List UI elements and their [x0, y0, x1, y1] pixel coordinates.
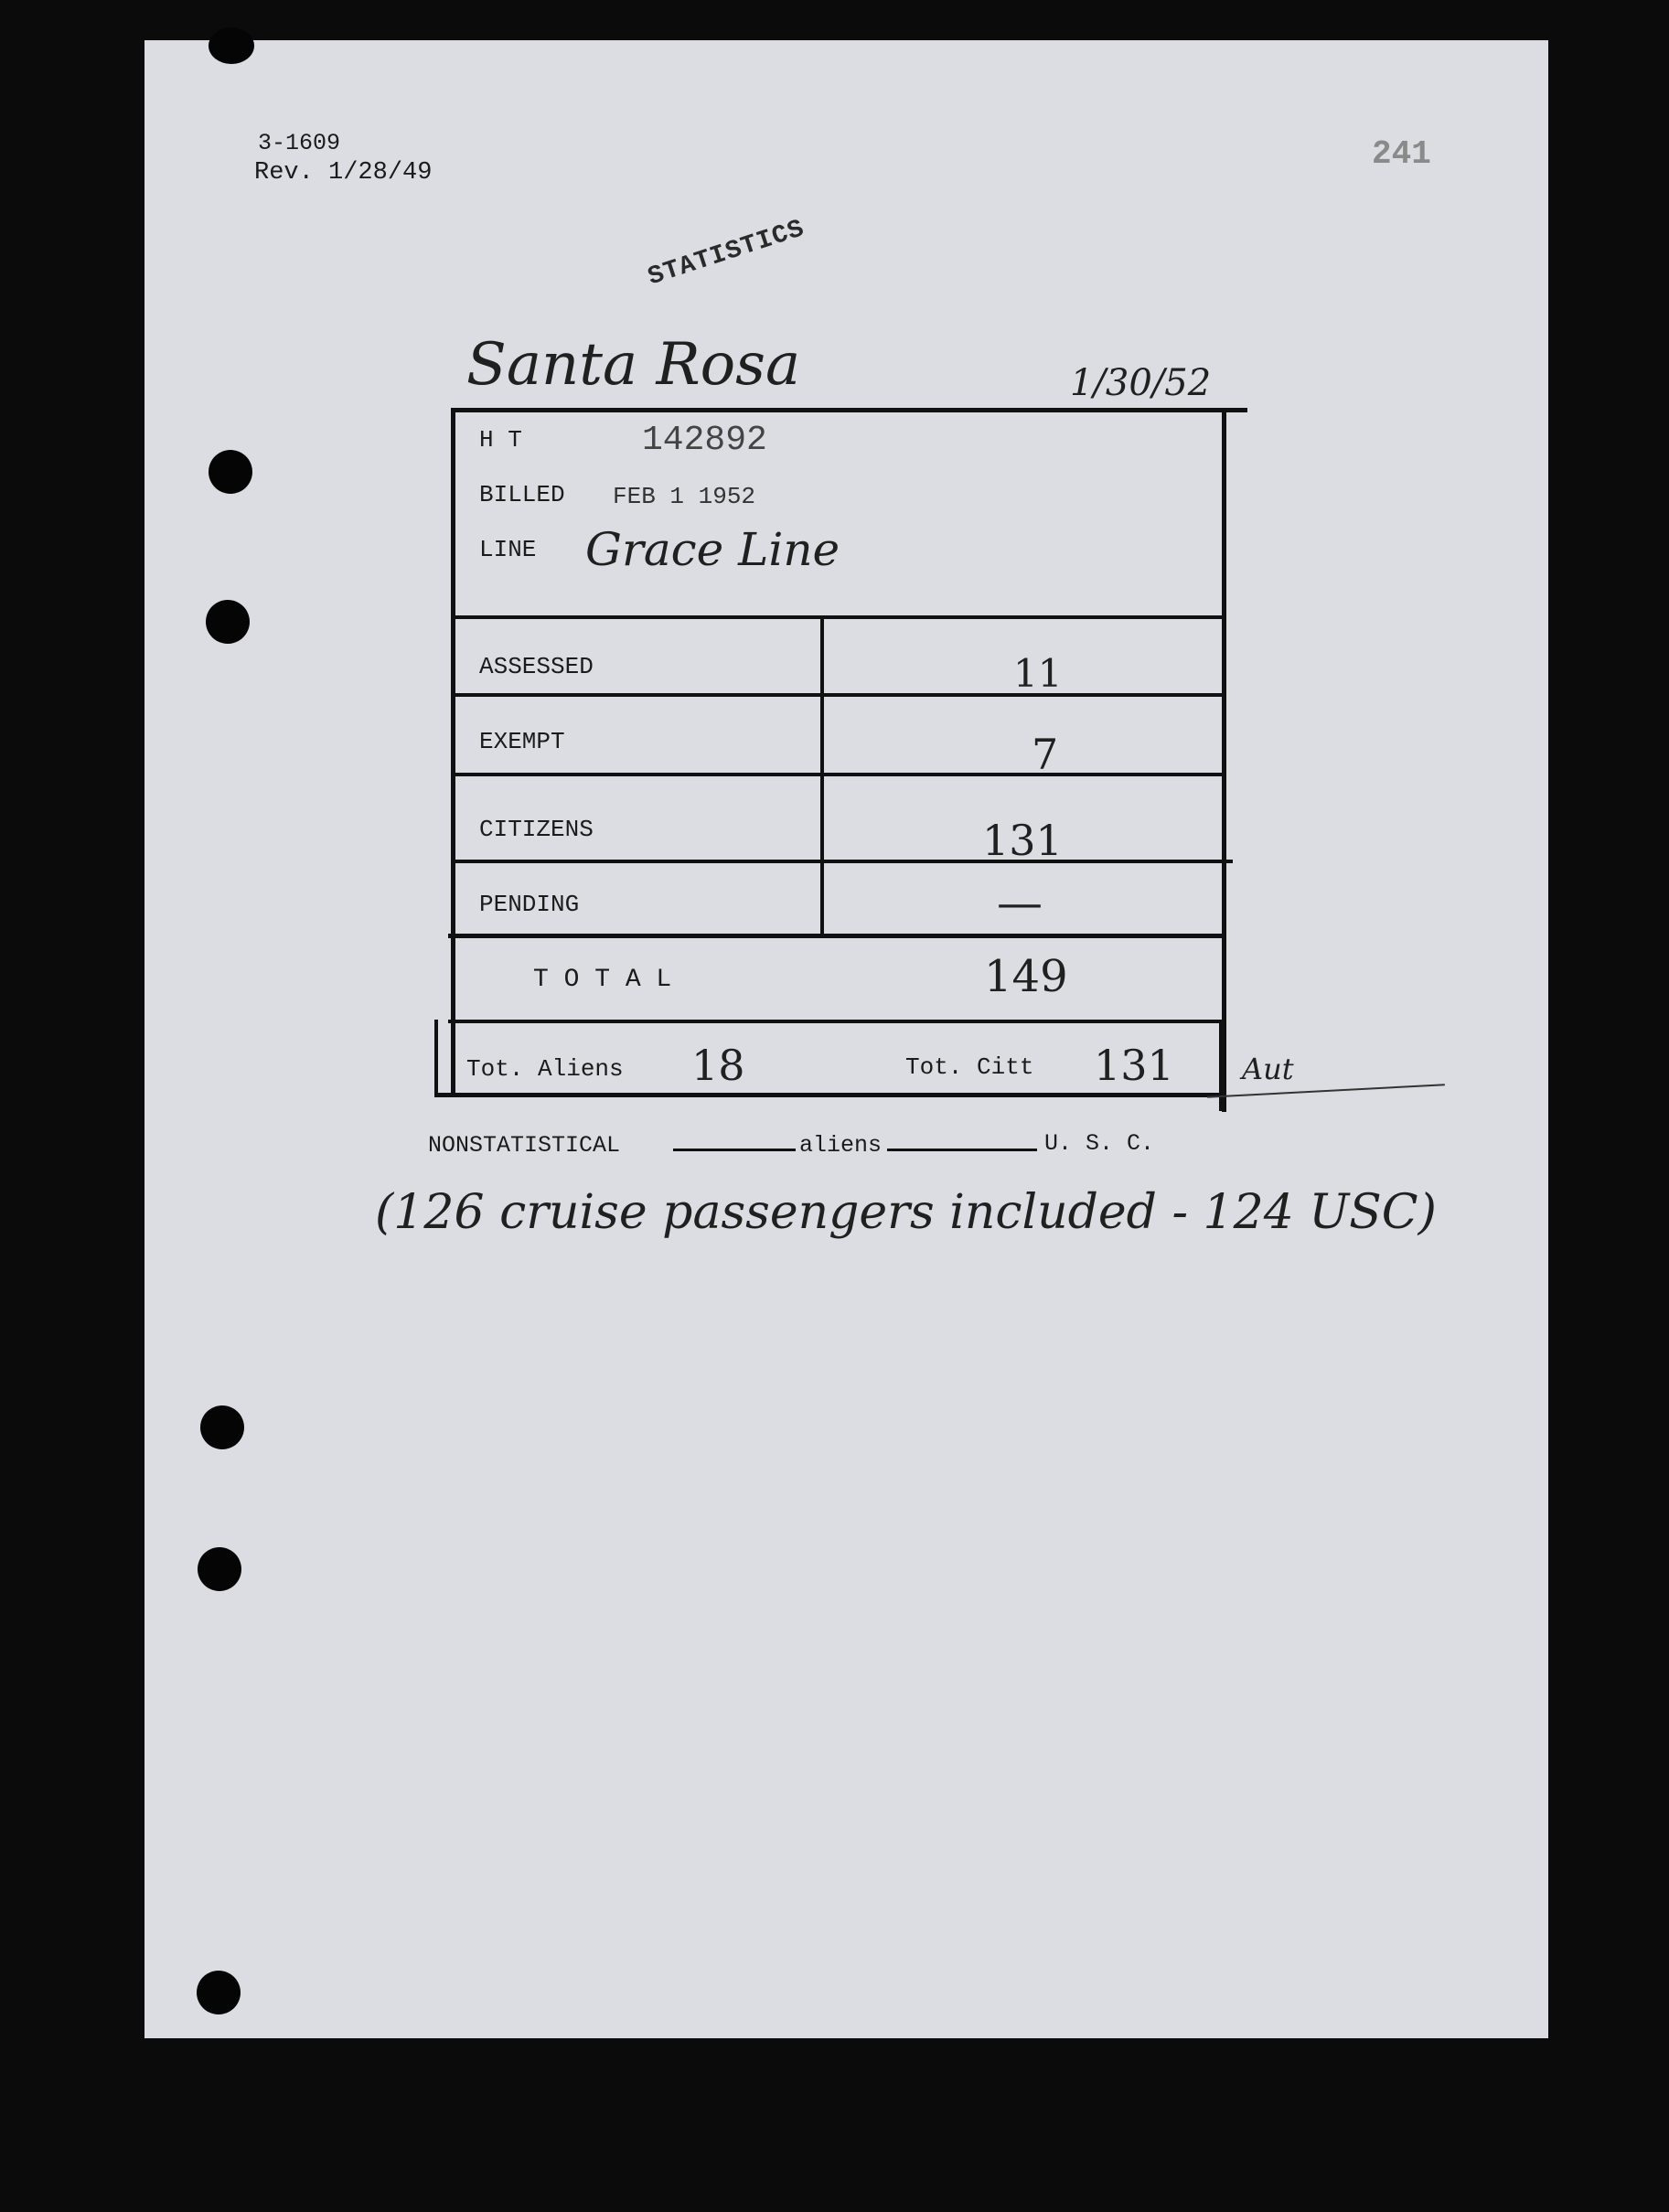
arrival-date: 1/30/52 [1070, 362, 1212, 404]
total-aliens-label: Tot. Aliens [466, 1055, 624, 1083]
form-number: 3-1609 [258, 130, 341, 156]
row-label-exempt: EXEMPT [479, 728, 565, 755]
total-label: T O T A L [533, 966, 672, 994]
total-value: 149 [984, 951, 1068, 1002]
punch-hole [197, 1971, 241, 2014]
billed-label: BILLED [479, 481, 565, 508]
billed-date-stamp: FEB 1 1952 [613, 483, 756, 510]
ht-label: H T [479, 426, 522, 454]
vessel-name: Santa Rosa [466, 331, 801, 399]
row-value-assessed: 11 [1013, 651, 1063, 696]
document-page [144, 40, 1548, 2038]
row-value-citizens: 131 [982, 816, 1063, 865]
row-value-pending: — [997, 876, 1043, 929]
punch-hole [200, 1405, 244, 1449]
statistics-stamp: STATISTICS [645, 214, 808, 293]
handwritten-note: (126 cruise passengers included - 124 USC) [375, 1185, 1437, 1240]
punch-hole [209, 450, 252, 494]
nonstatistical-aliens: aliens [799, 1132, 883, 1159]
form-revision: Rev. 1/28/49 [254, 159, 433, 187]
ht-number: 142892 [642, 421, 767, 460]
punch-hole [206, 600, 250, 644]
total-citizens-value: 131 [1094, 1041, 1174, 1090]
total-aliens-value: 18 [691, 1041, 745, 1090]
row-label-pending: PENDING [479, 891, 580, 918]
punch-hole [198, 1547, 241, 1591]
line-name: Grace Line [585, 523, 840, 576]
total-citizens-label: Tot. Citt [905, 1053, 1034, 1081]
row-value-exempt: 7 [1032, 730, 1059, 779]
punch-hole-top [209, 27, 254, 64]
page-number: 241 [1372, 135, 1431, 173]
nonstatistical-label: NONSTATISTICAL [428, 1132, 621, 1159]
nonstatistical-usc: U. S. C. [1044, 1130, 1155, 1157]
line-label: LINE [479, 536, 537, 563]
row-label-assessed: ASSESSED [479, 653, 594, 680]
initials-signature: Aut [1242, 1052, 1294, 1086]
row-label-citizens: CITIZENS [479, 816, 594, 843]
